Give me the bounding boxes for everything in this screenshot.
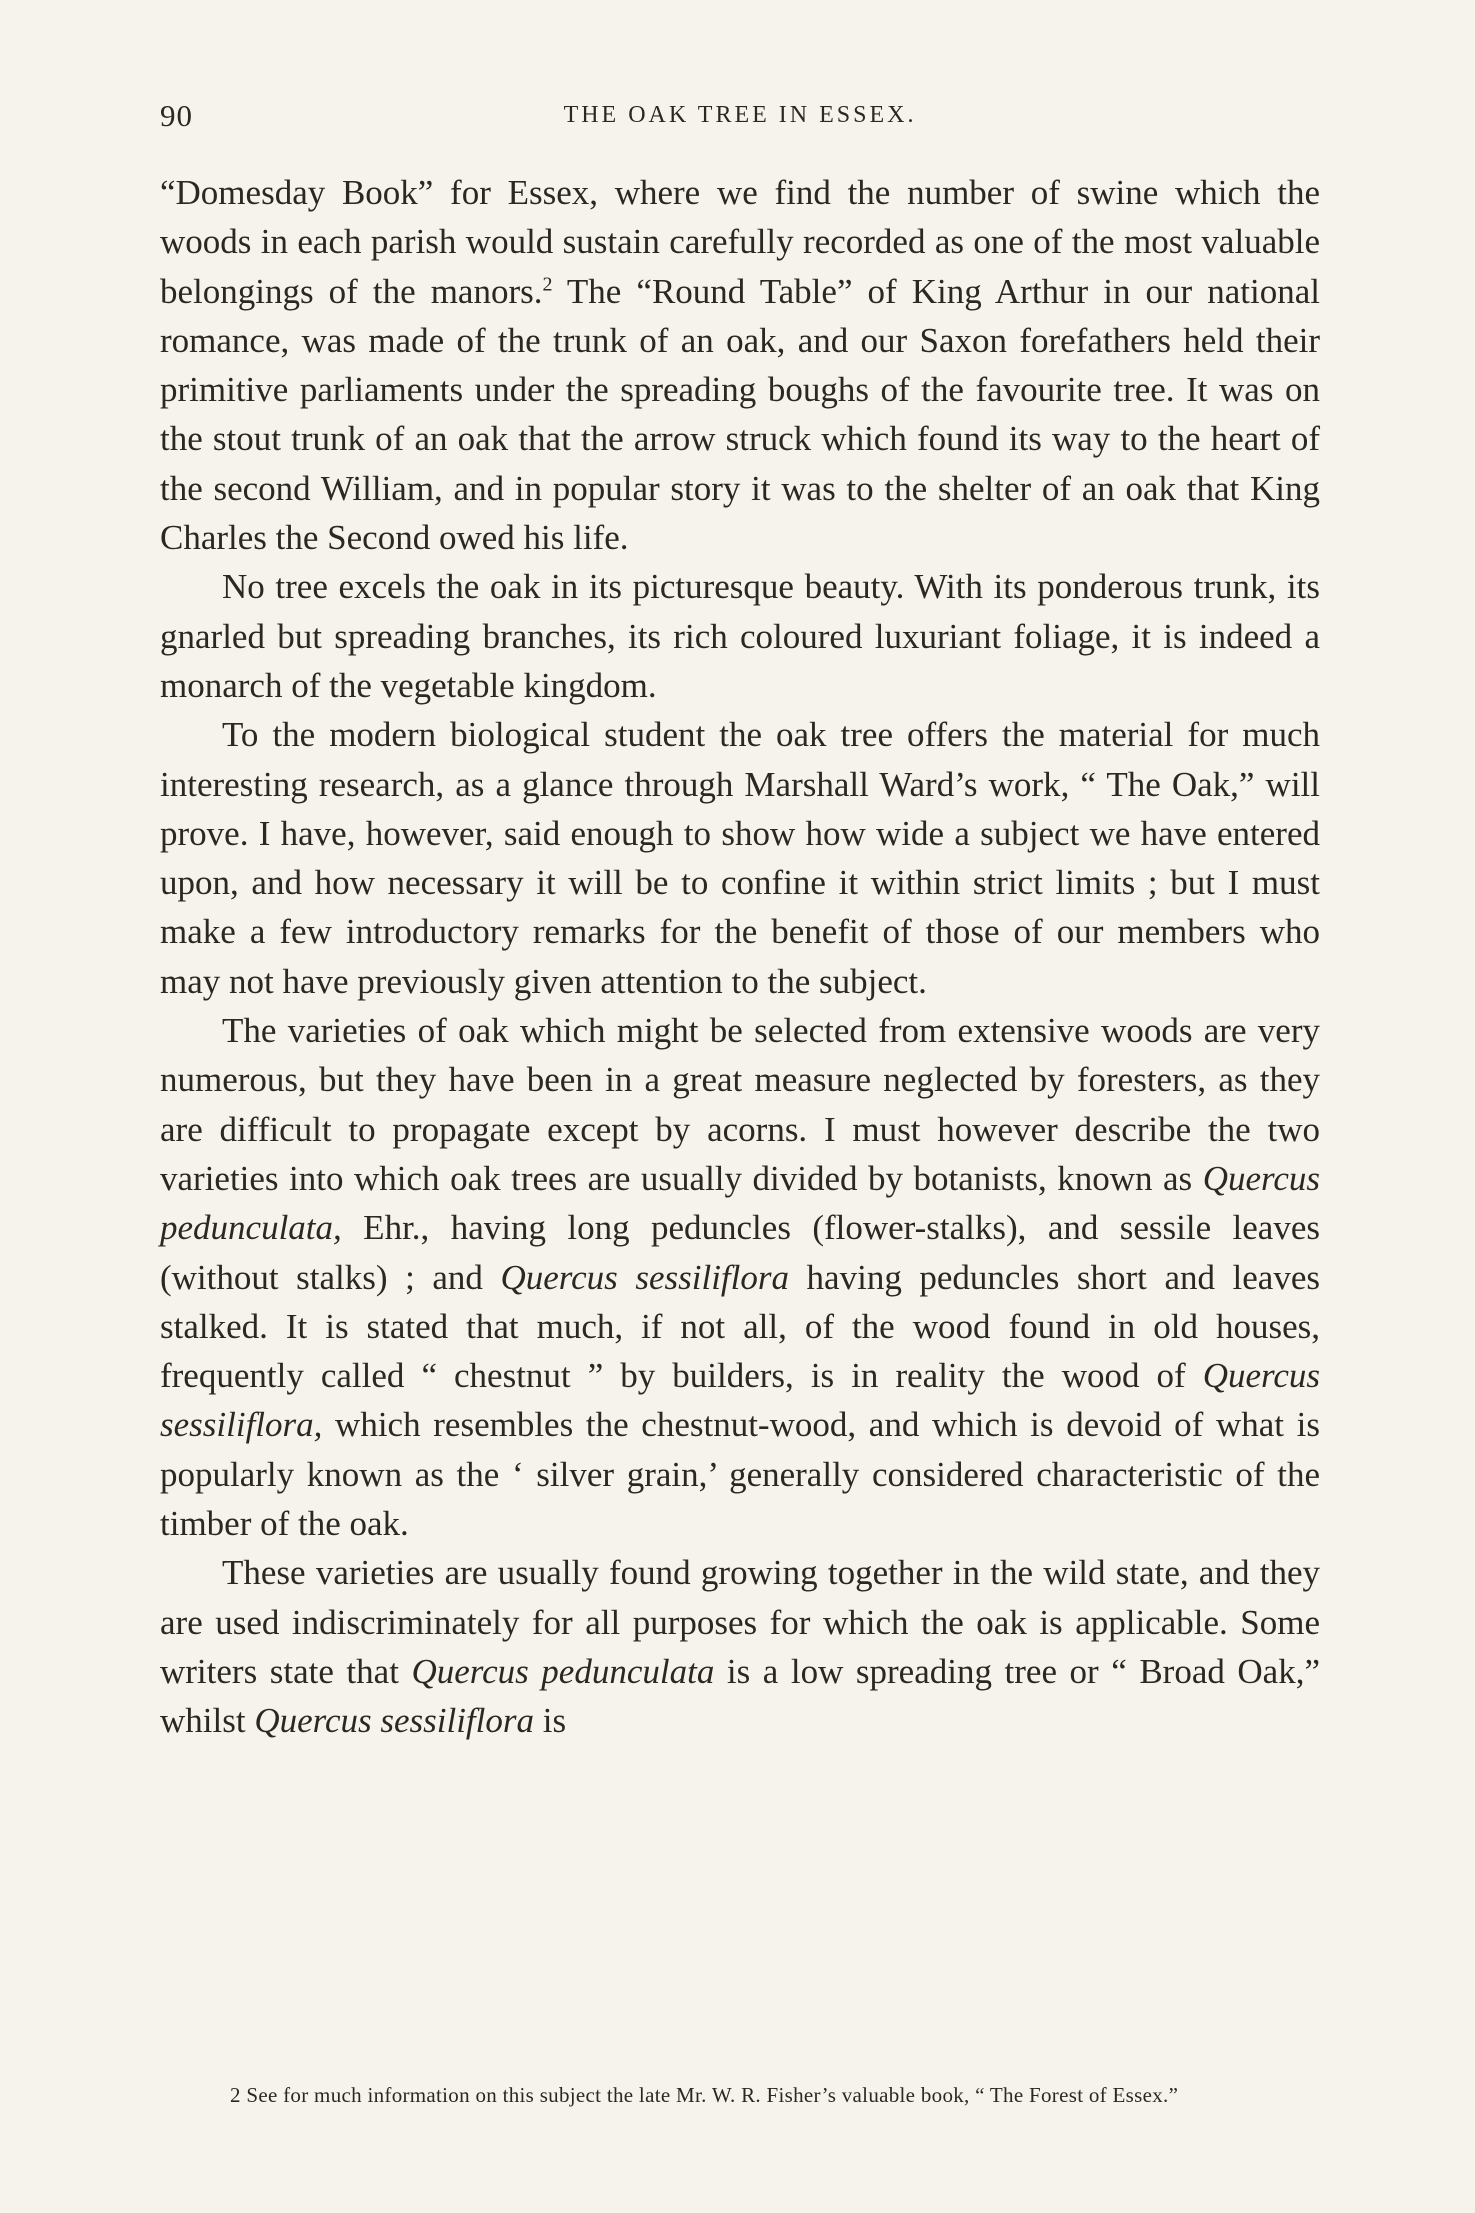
species-name: Quercus pedunculata [411,1651,715,1691]
species-name: Quercus pedunculata, [160,1158,1320,1248]
paragraph: To the modern biological student the oak tree offers the material for much interesting research, as a glance through Marshall Ward’s work, “ The Oak,” will prove. I have, however, said enough to show how wide a subject we have entered upon, and how necessary it will be to confine it within strict limits ; but I must make a few introductory remarks for the benefit of those of our members who may not have previously given attention to the subject. [160,715,1320,1001]
body-text [160,168,1320,1746]
paragraph: “Domesday Book” for Essex, where we find the number of swine which the woods in each parish would sustain carefully recorded as one of the most valuable belongings of the manors.$^2$ The “Round Table” of King Arthur in our national romance, was made of the trunk of an oak, and our Saxon forefathers held their primitive parliaments under the spreading boughs of the favourite tree. It was on the stout trunk of an oak that the arrow struck which found its way to the heart of the second William, and in popular story it was to the shelter of an oak that King Charles the Second owed his life. [160,173,1320,558]
species-name: Quercus sessiliflora, [160,1356,1320,1445]
page-header [160,98,1320,148]
paragraph: No tree excels the oak in its picturesque beauty. With its ponderous trunk, its gnarled but spreading branches, its rich coloured luxuriant foliage, it is indeed a monarch of the vegetable kingdom. [160,567,1320,705]
paragraph: These varieties are usually found growing together in the wild state, and they are used indiscriminately for all purposes for which the oak is applicable. Some writers state that Quercus pedunculata is a low spreading tree or “ Broad Oak,” whilst Quercus sessiliflora is [160,1553,1320,1741]
footnote-reference: 2 [542,272,553,295]
species-name: Quercus sessiliflora [254,1701,535,1741]
footnote: 2 See for much information on this subject the late Mr. W. R. Fisher’s valuable book, “ The Forest of Essex.” [230,2083,1179,2107]
page-number: 90 [160,98,193,133]
species-name: Quercus sessiliflora [500,1257,789,1297]
running-title: THE OAK TREE IN ESSEX. [563,102,917,128]
paragraph: The varieties of oak which might be selected from extensive woods are very numerous, but they have been in a great measure neglected by foresters, as they are difficult to propagate except by acorns. I must however describe the two varieties into which oak trees are usually divided by botanists, known as Quercus pedunculata, Ehr., having long peduncles (flower-stalks), and sessile leaves (without stalks) ; and Quercus sessiliflora having peduncles short and leaves stalked. It is stated that much, if not all, of the wood found in old houses, frequently called “ chestnut ” by builders, is in reality the wood of Quercus sessiliflora, which resembles the chestnut-wood, and which is devoid of what is popularly known as the ‘ silver grain,’ generally considered characteristic of the timber of the oak. [160,1011,1320,1544]
